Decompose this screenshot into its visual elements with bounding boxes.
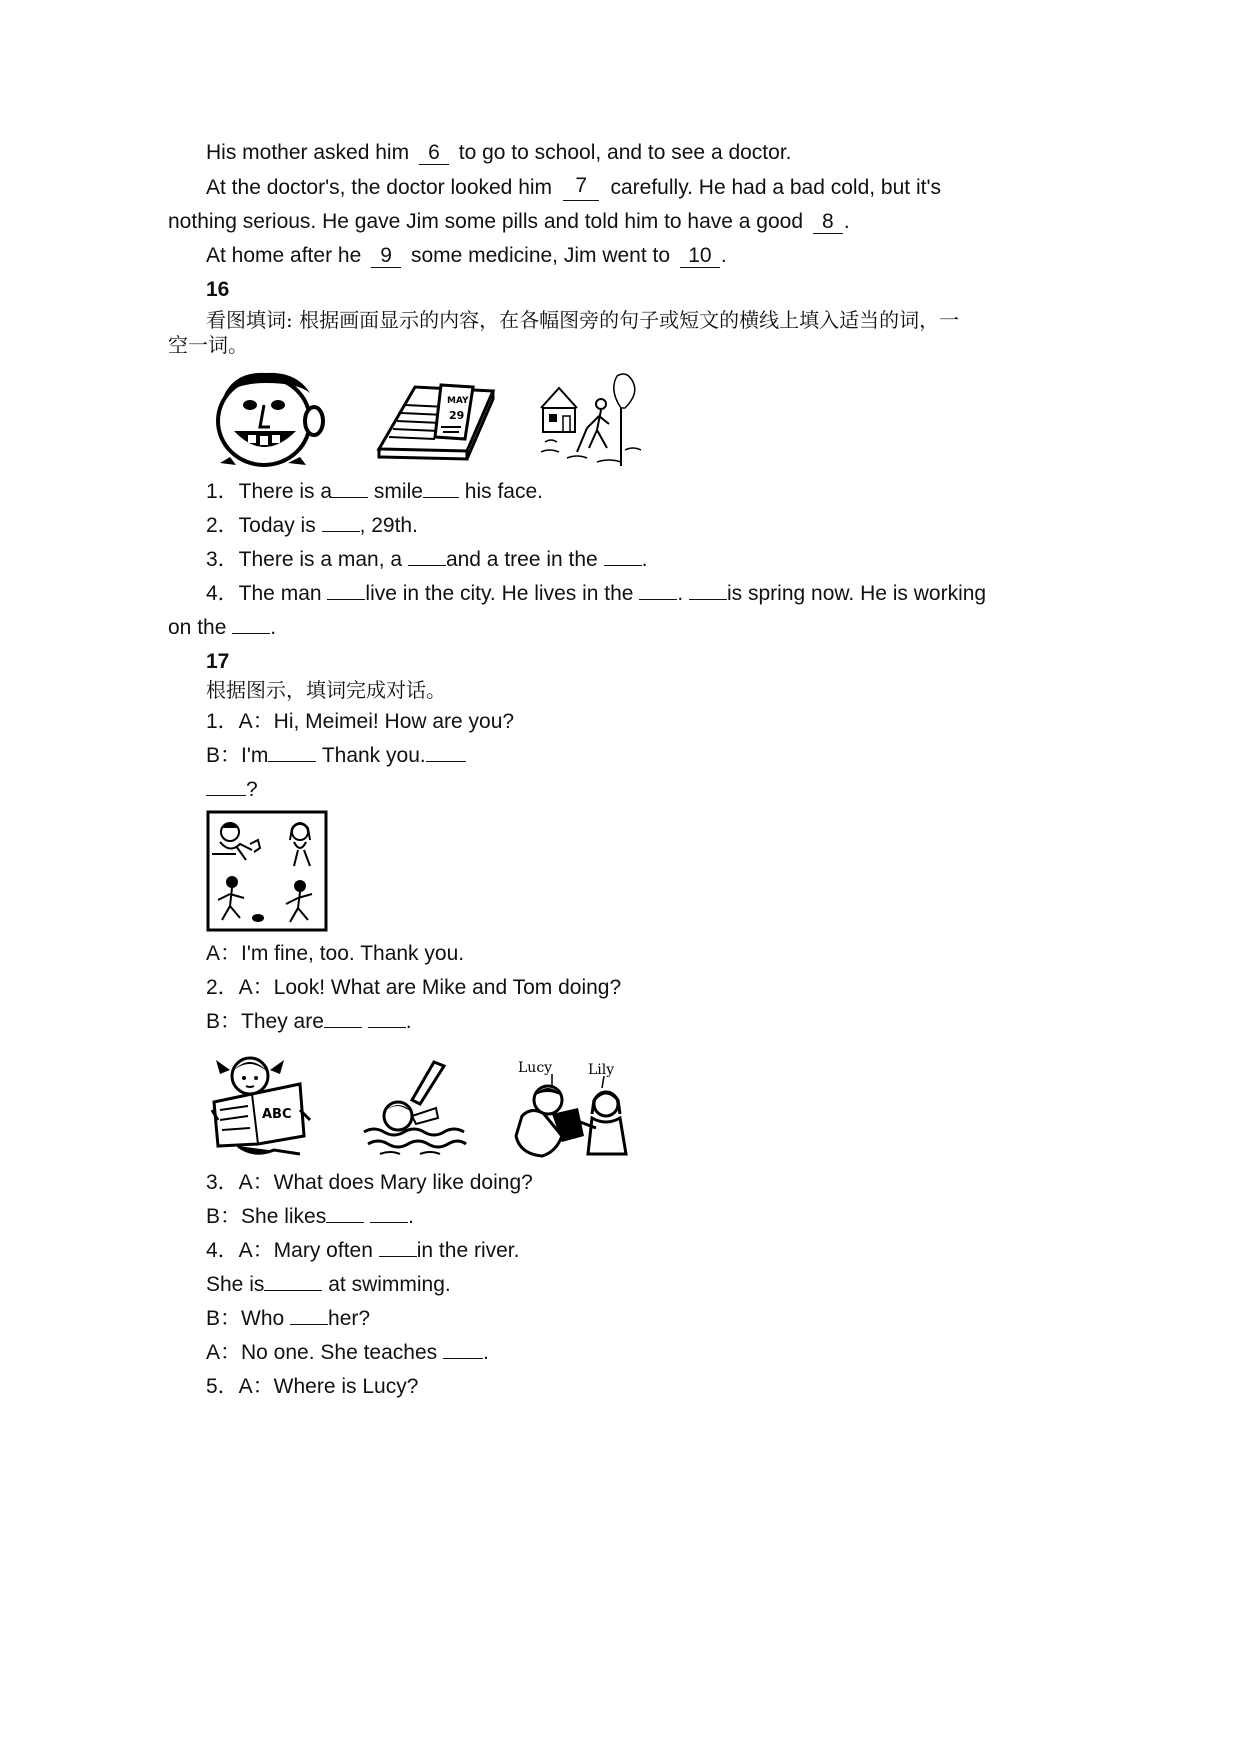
passage-text: carefully. He had a bad cold, but it's	[610, 176, 941, 199]
blank-6: 6	[419, 142, 449, 165]
q16-instruction-cont: 空一词。	[168, 333, 248, 357]
passage-line-1	[206, 140, 792, 166]
dialogue-1-a: 1．A：Hi, Meimei! How are you?	[206, 710, 515, 733]
passage-text: to go to school, and to see a doctor.	[458, 141, 792, 164]
dialogue-text: B：I'm	[206, 744, 269, 767]
dialogue-text: Thank you.	[321, 744, 426, 767]
dialogue-5-a: 5．A：Where is Lucy?	[206, 1375, 419, 1398]
answer-blank[interactable]	[423, 479, 459, 498]
passage-line-4	[206, 243, 727, 269]
answer-blank[interactable]	[408, 547, 446, 566]
sentence-text: and a tree in the	[445, 548, 598, 571]
passage-line-2	[206, 175, 941, 201]
dialogue-1-b	[206, 743, 466, 769]
sentence-text: 4．The man	[206, 582, 322, 605]
answer-blank[interactable]	[426, 743, 466, 762]
answer-blank[interactable]	[689, 581, 727, 600]
girl-reading-picture	[208, 1050, 314, 1158]
dialogue-2-a: 2．A：Look! What are Mike and Tom doing?	[206, 976, 622, 999]
answer-blank[interactable]	[322, 513, 360, 532]
answer-blank[interactable]	[604, 547, 642, 566]
dialogue-text: ?	[246, 778, 258, 801]
answer-blank[interactable]	[268, 743, 316, 762]
dialogue-3-b	[206, 1204, 414, 1230]
q16-sentence-2	[206, 513, 418, 539]
sentence-text: is spring now. He is working	[727, 582, 987, 605]
dialogue-2-b	[206, 1009, 412, 1035]
calendar-day-label: 29	[449, 409, 465, 422]
passage-text: some medicine, Jim went to	[410, 244, 671, 267]
four-panel-picture	[206, 810, 328, 932]
sentence-text: 2．Today is	[206, 514, 316, 537]
sentence-text: .	[641, 548, 648, 571]
dialogue-text: She is	[206, 1273, 265, 1296]
dialogue-4-a	[206, 1238, 519, 1264]
dialogue-3-a: 3．A：What does Mary like doing?	[206, 1171, 533, 1194]
dialogue-text: A：No one. She teaches	[206, 1341, 438, 1364]
sentence-text: , 29th.	[359, 514, 418, 537]
dialogue-text: her?	[328, 1307, 371, 1330]
dialogue-1-d: A：I'm fine, too. Thank you.	[206, 942, 465, 965]
sentence-text: on the	[168, 616, 227, 639]
dialogue-4-c	[206, 1340, 489, 1366]
answer-blank[interactable]	[327, 581, 365, 600]
dialogue-text: B：They are	[206, 1010, 324, 1033]
q16-sentence-1	[206, 479, 543, 505]
calendar-picture	[375, 377, 497, 462]
dialogue-text: .	[483, 1341, 489, 1364]
blank-8: 8	[813, 211, 843, 234]
sentence-text: smile	[373, 480, 423, 503]
sentence-text: live in the city. He lives in the	[365, 582, 634, 605]
passage-text: .	[843, 210, 850, 233]
calendar-month-label: MAY	[447, 396, 469, 406]
blank-9: 9	[371, 245, 401, 268]
answer-blank[interactable]	[290, 1306, 328, 1325]
passage-text: At home after he	[206, 244, 362, 267]
dialogue-text: B：She likes	[206, 1205, 327, 1228]
dialogue-4-a-cont	[206, 1272, 451, 1298]
answer-blank[interactable]	[443, 1340, 483, 1359]
answer-blank[interactable]	[370, 1204, 408, 1223]
sentence-text: 1．There is a	[206, 480, 333, 503]
swimming-picture	[360, 1058, 470, 1158]
dialogue-text: B：Who	[206, 1307, 285, 1330]
blank-7: 7	[563, 175, 599, 201]
name-lucy: Lucy	[518, 1060, 553, 1076]
answer-blank[interactable]	[264, 1272, 322, 1291]
name-lily: Lily	[588, 1062, 615, 1078]
answer-blank[interactable]	[639, 581, 677, 600]
sentence-text: 3．There is a man, a	[206, 548, 403, 571]
answer-blank[interactable]	[379, 1238, 417, 1257]
question-number-16: 16	[206, 278, 230, 301]
dialogue-1-b-cont	[206, 777, 258, 803]
answer-blank[interactable]	[368, 1009, 406, 1028]
passage-text: nothing serious. He gave Jim some pills and told him to have a good	[168, 210, 804, 233]
dialogue-text: in the river.	[416, 1239, 520, 1262]
passage-text: At the doctor's, the doctor looked him	[206, 176, 553, 199]
question-number-17: 17	[206, 650, 230, 673]
dialogue-4-b	[206, 1306, 370, 1332]
blank-10: 10	[680, 245, 720, 268]
sentence-text: his face.	[464, 480, 543, 503]
q16-sentence-3	[206, 547, 647, 573]
q16-sentence-4-cont	[168, 615, 276, 641]
countryside-picture	[537, 368, 643, 472]
answer-blank[interactable]	[232, 615, 270, 634]
sentence-text: .	[270, 616, 277, 639]
dialogue-text: .	[405, 1010, 412, 1033]
lucy-lily-picture	[512, 1056, 632, 1160]
smiling-face-picture	[206, 365, 326, 470]
dialogue-text: .	[408, 1205, 414, 1228]
answer-blank[interactable]	[324, 1009, 362, 1028]
q17-instruction: 根据图示，填词完成对话。	[206, 678, 446, 702]
dialogue-text: at swimming.	[328, 1273, 451, 1296]
passage-line-3	[168, 209, 850, 235]
book-text: ABC	[262, 1107, 292, 1122]
passage-text: .	[720, 244, 727, 267]
answer-blank[interactable]	[332, 479, 368, 498]
answer-blank[interactable]	[206, 777, 246, 796]
dialogue-text: 4．A：Mary often	[206, 1239, 373, 1262]
q16-instruction: 看图填词: 根据画面显示的内容，在各幅图旁的句子或短文的横线上填入适当的词，一	[206, 308, 960, 332]
q16-sentence-4	[206, 581, 986, 607]
passage-text: His mother asked him	[206, 141, 410, 164]
answer-blank[interactable]	[326, 1204, 364, 1223]
sentence-text: .	[677, 582, 684, 605]
